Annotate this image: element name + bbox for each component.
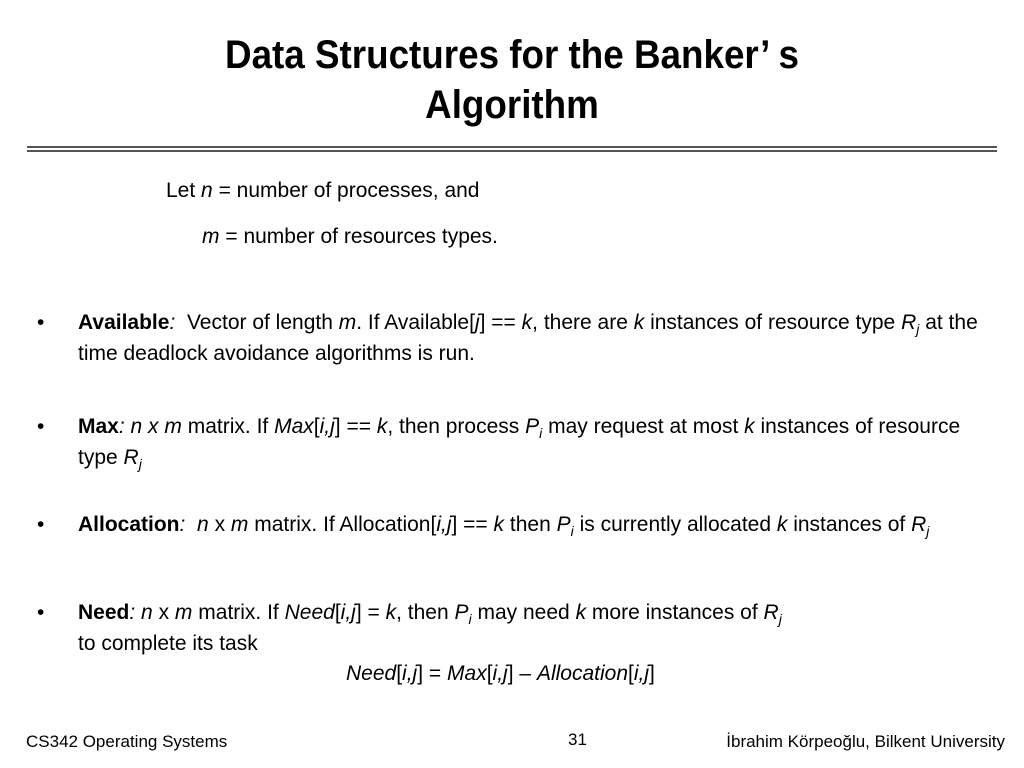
n-definition: = number of processes, and [218,179,480,202]
let-word: Let [166,179,196,202]
term-max: Max [78,415,119,438]
footer-page-number: 31 [568,730,587,749]
slide-title-line-2: Algorithm [425,83,599,127]
footer-course: CS342 Operating Systems [26,732,228,751]
bullet-max-text: Max: n x m matrix. If Max[i,j] == k, then process $P_i$ may request at most k instances of resource type $R_j$ [78,415,961,472]
footer-author: İbrahim Körpeoğlu, Bilkent University [726,732,1005,751]
bullet-dot: • [37,601,45,624]
definition-m [202,224,498,250]
slide-title [41,30,983,130]
bullet-allocation-text: Allocation: n x m matrix. If Allocation[i,j] == k then $P_i$ is currently allocated k instances of $R_j$ [78,513,930,539]
n-variable: n [201,179,213,202]
title-divider-top [27,146,997,148]
title-divider-bottom [27,150,997,152]
slide-title-line-1: Data Structures for the Banker’ s [225,33,799,77]
term-need: Need [78,601,130,624]
bullet-dot: • [37,513,45,536]
m-definition: = number of resources types. [225,225,498,248]
term-available: Available [78,311,170,334]
bullet-dot: • [37,311,45,334]
bullet-need-text: Need: n x m matrix. If Need[i,j] = k, then $P_i$ may need k more instances of $R_j$ to complete its task [78,601,782,655]
need-formula: Need[i,j] = Max[i,j] – Allocation[i,j] [346,662,655,685]
bullet-dot: • [37,415,45,438]
bullet-available-text: Available: Vector of length m. If Available[j] == k, there are k instances of resource type $R_j$ at the time deadlock avoidance algorithms is run. [78,311,978,365]
definition-n [166,178,479,204]
m-variable: m [202,225,220,248]
term-allocation: Allocation [78,513,180,536]
